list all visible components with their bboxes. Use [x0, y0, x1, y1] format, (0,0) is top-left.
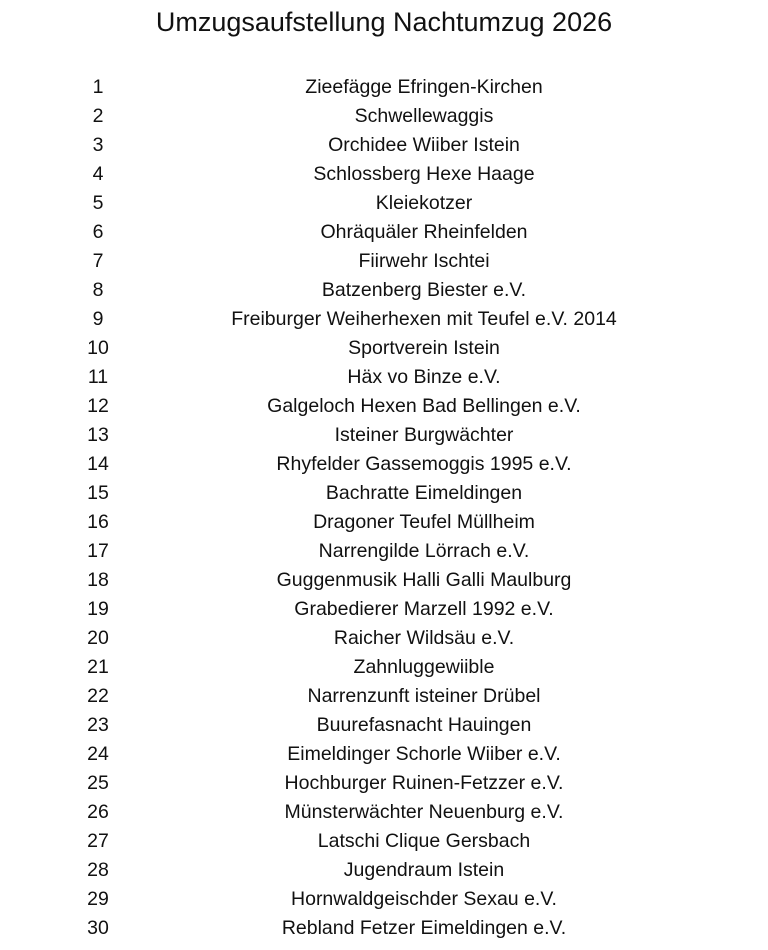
position-number: 14 [87, 453, 109, 475]
position-number: 2 [92, 105, 104, 127]
group-name: Isteiner Burgwächter [334, 424, 514, 446]
group-name: Guggenmusik Halli Galli Maulburg [276, 569, 572, 591]
list-item-3 [0, 131, 768, 160]
group-name: Orchidee Wiiber Istein [328, 134, 520, 156]
list-item-8 [0, 276, 768, 305]
position-number: 8 [92, 279, 104, 301]
group-name: Buurefasnacht Hauingen [316, 714, 532, 736]
group-name: Schlossberg Hexe Haage [313, 163, 535, 185]
position-number: 9 [92, 308, 104, 330]
position-number: 30 [87, 917, 109, 939]
group-name: Zieefägge Efringen-Kirchen [305, 76, 543, 98]
position-number: 25 [87, 772, 109, 794]
position-number: 23 [87, 714, 109, 736]
position-number: 28 [87, 859, 109, 881]
list-item-15 [0, 479, 768, 508]
group-name: Rhyfelder Gassemoggis 1995 e.V. [276, 453, 572, 475]
group-name: Narrenzunft isteiner Drübel [307, 685, 541, 707]
group-name: Hochburger Ruinen-Fetzzer e.V. [284, 772, 564, 794]
position-number: 13 [87, 424, 109, 446]
list-item-13 [0, 421, 768, 450]
list-item-7 [0, 247, 768, 276]
list-item-14 [0, 450, 768, 479]
position-number: 29 [87, 888, 109, 910]
list-item-16 [0, 508, 768, 537]
list-item-10 [0, 334, 768, 363]
list-item-12 [0, 392, 768, 421]
group-name: Bachratte Eimeldingen [325, 482, 523, 504]
group-name: Latschi Clique Gersbach [317, 830, 531, 852]
group-name: Schwellewaggis [354, 105, 494, 127]
group-name: Grabedierer Marzell 1992 e.V. [294, 598, 554, 620]
group-name: Eimeldinger Schorle Wiiber e.V. [287, 743, 561, 765]
position-number: 1 [92, 76, 104, 98]
group-name: Jugendraum Istein [343, 859, 505, 881]
position-number: 27 [87, 830, 109, 852]
position-number: 11 [87, 366, 109, 388]
group-name: Zahnluggewiible [353, 656, 495, 678]
position-number: 10 [87, 337, 109, 359]
list-item-21 [0, 653, 768, 682]
list-item-9 [0, 305, 768, 334]
position-number: 15 [87, 482, 109, 504]
group-name: Kleiekotzer [375, 192, 473, 214]
position-number: 17 [87, 540, 109, 562]
list-item-23 [0, 711, 768, 740]
position-number: 24 [87, 743, 109, 765]
position-number: 21 [87, 656, 109, 678]
group-name: Fiirwehr Ischtei [358, 250, 490, 272]
list-item-25 [0, 769, 768, 798]
list-item-26 [0, 798, 768, 827]
group-name: Dragoner Teufel Müllheim [313, 511, 535, 533]
group-name: Freiburger Weiherhexen mit Teufel e.V. 2014 [231, 308, 617, 330]
position-number: 18 [87, 569, 109, 591]
parade-lineup-list [0, 73, 768, 943]
position-number: 4 [92, 163, 104, 185]
group-name: Raicher Wildsäu e.V. [333, 627, 515, 649]
group-name: Ohräquäler Rheinfelden [320, 221, 528, 243]
position-number: 19 [87, 598, 109, 620]
group-name: Narrengilde Lörrach e.V. [318, 540, 530, 562]
page-title: Umzugsaufstellung Nachtumzug 2026 [155, 7, 613, 37]
position-number: 22 [87, 685, 109, 707]
list-item-19 [0, 595, 768, 624]
group-name: Hornwaldgeischder Sexau e.V. [291, 888, 557, 910]
position-number: 6 [92, 221, 104, 243]
list-item-17 [0, 537, 768, 566]
group-name: Batzenberg Biester e.V. [321, 279, 527, 301]
list-item-18 [0, 566, 768, 595]
list-item-28 [0, 856, 768, 885]
list-item-20 [0, 624, 768, 653]
group-name: Galgeloch Hexen Bad Bellingen e.V. [267, 395, 581, 417]
list-item-5 [0, 189, 768, 218]
group-name: Sportverein Istein [348, 337, 500, 359]
list-item-11 [0, 363, 768, 392]
list-item-2 [0, 102, 768, 131]
position-number: 7 [92, 250, 104, 272]
position-number: 16 [87, 511, 109, 533]
position-number: 26 [87, 801, 109, 823]
position-number: 5 [92, 192, 104, 214]
list-item-30 [0, 914, 768, 943]
list-item-4 [0, 160, 768, 189]
position-number: 3 [92, 134, 104, 156]
group-name: Münsterwächter Neuenburg e.V. [284, 801, 564, 823]
list-item-24 [0, 740, 768, 769]
list-item-29 [0, 885, 768, 914]
position-number: 12 [87, 395, 109, 417]
list-item-6 [0, 218, 768, 247]
list-item-27 [0, 827, 768, 856]
position-number: 20 [87, 627, 109, 649]
list-item-1 [0, 73, 768, 102]
group-name: Rebland Fetzer Eimeldingen e.V. [281, 917, 567, 939]
group-name: Häx vo Binze e.V. [347, 366, 501, 388]
list-item-22 [0, 682, 768, 711]
